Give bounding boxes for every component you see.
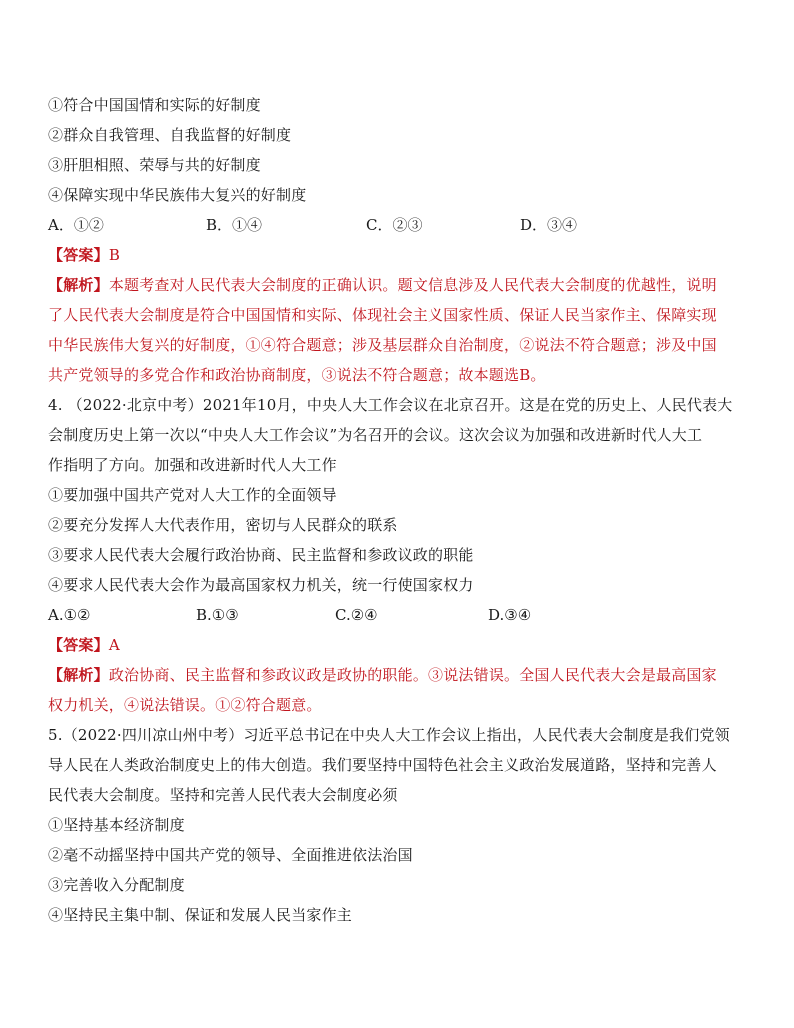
q4-options: [48, 600, 748, 630]
q3-analysis: [48, 270, 748, 390]
q3-option-d: D．③④: [520, 216, 578, 234]
q4-stem-line-1: 4. （2022·北京中考）2021年10月，中央人大工作会议在北京召开。这是在党的历史上、人民代表大: [48, 396, 733, 414]
q3-options: [48, 210, 748, 240]
q3-option-c: C．②③: [366, 216, 423, 234]
q3-option-b: B．①④: [206, 216, 263, 234]
q3-answer-tag: 【答案】: [48, 246, 109, 264]
q4-analysis-line-1: 政治协商、民主监督和参政议政是政协的职能。③说法错误。全国人民代表大会是最高国家: [108, 666, 717, 684]
q4-item-2: ②要充分发挥人大代表作用，密切与人民群众的联系: [48, 516, 398, 534]
q3-analysis-line-2: 了人民代表大会制度是符合中国国情和实际、体现社会主义国家性质、保证人民当家作主、保障实现: [48, 306, 717, 324]
q3-items: [48, 90, 748, 210]
q5-stem: [48, 720, 748, 810]
q4-answer-tag: 【答案】: [48, 636, 109, 654]
q5-item-4: ④坚持民主集中制、保证和发展人民当家作主: [48, 906, 353, 924]
q4-analysis-tag: 【解析】: [48, 666, 109, 684]
q5-stem-line-3: 民代表大会制度。坚持和完善人民代表大会制度必须: [48, 786, 398, 804]
q4-item-1: ①要加强中国共产党对人大工作的全面领导: [48, 486, 337, 504]
q4-option-b: B.①③: [196, 606, 239, 624]
q4-stem-line-2: 会制度历史上第一次以“中央人大工作会议”为名召开的会议。这次会议为加强和改进新时代人大工: [48, 426, 703, 444]
q5-stem-line-1: 5.（2022·四川凉山州中考）习近平总书记在中央人大工作会议上指出，人民代表大会制度是我们党领: [48, 726, 730, 744]
q3-answer-value: B: [108, 246, 121, 264]
q3-answer: [48, 240, 748, 270]
q4-answer-value: A: [108, 636, 120, 654]
q4-option-d: D.③④: [488, 606, 532, 624]
q3-item-3: ③肝胆相照、荣辱与共的好制度: [48, 156, 261, 174]
q3-analysis-tag: 【解析】: [48, 276, 109, 294]
q3-analysis-line-1: 本题考查对人民代表大会制度的正确认识。题文信息涉及人民代表大会制度的优越性，说明: [108, 276, 717, 294]
q4-item-3: ③要求人民代表大会履行政治协商、民主监督和参政议政的职能: [48, 546, 474, 564]
q5-stem-line-2: 导人民在人类政治制度史上的伟大创造。我们要坚持中国特色社会主义政治发展道路，坚持和完善人: [48, 756, 717, 774]
q5-items: [48, 810, 748, 930]
q3-option-a: A．①②: [48, 216, 104, 234]
q3-item-1: ①符合中国国情和实际的好制度: [48, 96, 261, 114]
document-page: [48, 90, 748, 930]
q4-stem-line-3: 作指明了方向。加强和改进新时代人大工作: [48, 456, 337, 474]
q5-item-2: ②毫不动摇坚持中国共产党的领导、全面推进依法治国: [48, 846, 413, 864]
q3-item-2: ②群众自我管理、自我监督的好制度: [48, 126, 292, 144]
q4-answer: [48, 630, 748, 660]
q3-analysis-line-4: 共产党领导的多党合作和政治协商制度，③说法不符合题意；故本题选B。: [48, 366, 546, 384]
q5-item-3: ③完善收入分配制度: [48, 876, 185, 894]
q4-item-4: ④要求人民代表大会作为最高国家权力机关，统一行使国家权力: [48, 576, 474, 594]
q4-option-c: C.②④: [335, 606, 378, 624]
q4-items: [48, 480, 748, 600]
q5-item-1: ①坚持基本经济制度: [48, 816, 185, 834]
q4-option-a: A.①②: [48, 606, 91, 624]
q4-analysis-line-2: 权力机关，④说法错误。①②符合题意。: [48, 696, 322, 714]
q3-analysis-line-3: 中华民族伟大复兴的好制度，①④符合题意；涉及基层群众自治制度，②说法不符合题意；涉及中国: [48, 336, 717, 354]
q3-item-4: ④保障实现中华民族伟大复兴的好制度: [48, 186, 307, 204]
q4-analysis: [48, 660, 748, 720]
q4-stem: [48, 390, 748, 480]
